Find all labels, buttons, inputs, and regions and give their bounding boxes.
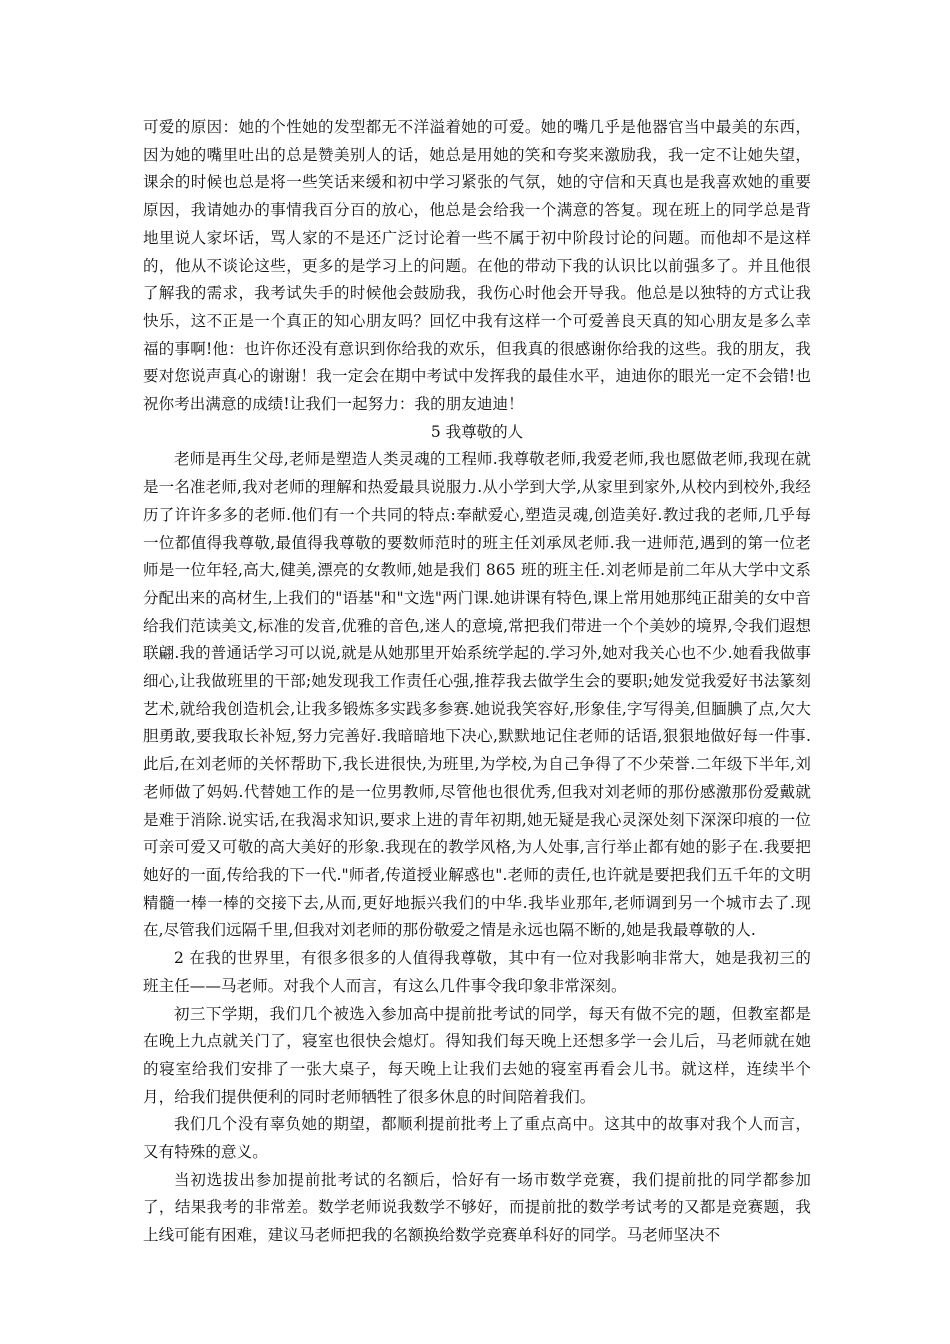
section-heading: 5 我尊敬的人 — [430, 422, 524, 441]
paragraph-teacher-liu: 老师是再生父母,老师是塑造人类灵魂的工程师.我尊敬老师,我爱老师,我也愿做老师,我现在就是一名准老师,我对老师的理解和热爱最具说服力.从小学到大学,从家里到家外,从校内到校外,我经历了许许多多的老师.他们有一个共同的特点:奉献爱心,塑造灵魂,创造美好.教过我的老师,几乎每一位都值得我尊敬,最值得我尊敬的要数师范时的班主任刘承凤老师.我一进师范,遇到的第一位老师是一位年轻,高大,健美,漂亮的女教师,她是我们 865 班的班主任.刘老师是前二年从大学中文系分配出来的高材生,上我们的"语基"和"文选"两门课.她讲课有特色,课上常用她那纯正甜美的女中音给我们范读美文,标准的发音,优雅的音色,迷人的意境,常把我们带进一个个美妙的境界,令我们遐想联翩.我的普通话学习可以说,就是从她那里开始系统学起的.学习外,她对我关心也不少.她看我做事细心,让我做班里的干部;她发现我工作责任心强,推荐我去做学生会的要职;她发觉我爱好书法篆刻艺术,就给我创造机会,让我多锻炼多实践多参赛.她说我笑容好,形象佳,字写得美,但腼腆了点,欠大胆勇敢,要我取长补短,努力完善好.我暗暗地下决心,默默地记住老师的话语,狠狠地做好每一件事.此后,在刘老师的关怀帮助下,我长进很快,为班里,为学校,为自己争得了不少荣誉.二年级下半年,刘老师做了妈妈.代替她工作的是一位男教师,尽管他也很优秀,但我对刘老师的那份感激那份爱戴就是难于消除.说实话,在我渴求知识,要求上进的青年初期,她无疑是我心灵深处刻下深深印痕的一位可亲可爱又可敬的高大美好的形象.我现在的教学风格,为人处事,言行举止都有她的影子在.我要把她好的一面,传给我的下一代."师者,传道授业解惑也".老师的责任,也许就是要把我们五千年的文明精髓一棒一棒的交接下去,从而,更好地振兴我们的中华.我毕业那年,老师调到另一个城市去了.现在,尽管我们远隔千里,但我对刘老师的那份敬爱之情是永远也隔不断的,她是我最尊敬的人. — [143, 450, 812, 940]
paragraph-teacher-ma-intro: 2 在我的世界里，有很多很多的人值得我尊敬，其中有一位对我影响非常大，她是我初三的班主任——马老师。对我个人而言，有这么几件事令我印象非常深刻。 — [143, 949, 811, 995]
paragraph-quota-story: 当初选拔出参加提前批考试的名额后，恰好有一场市数学竞赛，我们提前批的同学都参加了，结果我考的非常差。数学老师说我数学不够好，而提前批的数学考试考的又都是竞赛题，我上线可能有困难，建议马老师把我的名额换给数学竞赛单科好的同学。马老师坚决不 — [143, 1170, 811, 1245]
document-page — [143, 114, 811, 1250]
paragraph-exam-result: 我们几个没有辜负她的期望，都顺利提前批考上了重点高中。这其中的故事对我个人而言，又有特殊的意义。 — [143, 1115, 811, 1162]
paragraph-study-room: 初三下学期，我们几个被选入参加高中提前批考试的同学，每天有做不完的题，但教室都是在晚上九点就关门了，寝室也很快会熄灯。得知我们每天晚上还想多学一会儿后，马老师就在她的寝室给我们安排了一张大桌子，每天晚上让我们去她的寝室再看会儿书。就这样，连续半个月，给我们提供便利的同时老师牺牲了很多休息的时间陪着我们。 — [143, 1004, 811, 1106]
paragraph-intro: 可爱的原因：她的个性她的发型都无不洋溢着她的可爱。她的嘴几乎是他器官当中最美的东西，因为她的嘴里吐出的总是赞美别人的话，她总是用她的笑和夸奖来激励我，我一定不让她失望，课余的时候也总是将一些笑话来缓和初中学习紧张的气氛，她的守信和天真也是我喜欢她的重要原因，我请她办的事情我百分百的放心，他总是会给我一个满意的答复。现在班上的同学总是背地里说人家坏话，骂人家的不是还广泛讨论着一些不属于初中阶段讨论的问题。而他却不是这样的，他从不谈论这些，更多的是学习上的问题。在他的带动下我的认识比以前强多了。并且他很了解我的需求，我考试失手的时候他会鼓励我，我伤心时他会开导我。他总是以独特的方式让我快乐，这不正是一个真正的知心朋友吗？回忆中我有这样一个可爱善良天真的知心朋友是多么幸福的事啊!他：也许你还没有意识到你给我的欢乐，但我真的很感谢你给我的这些。我的朋友，我要对您说声真心的谢谢！我一定会在期中考试中发挥我的最佳水平，迪迪你的眼光一定不会错!也祝你考出满意的成绩!让我们一起努力：我的朋友迪迪！ — [143, 118, 811, 414]
